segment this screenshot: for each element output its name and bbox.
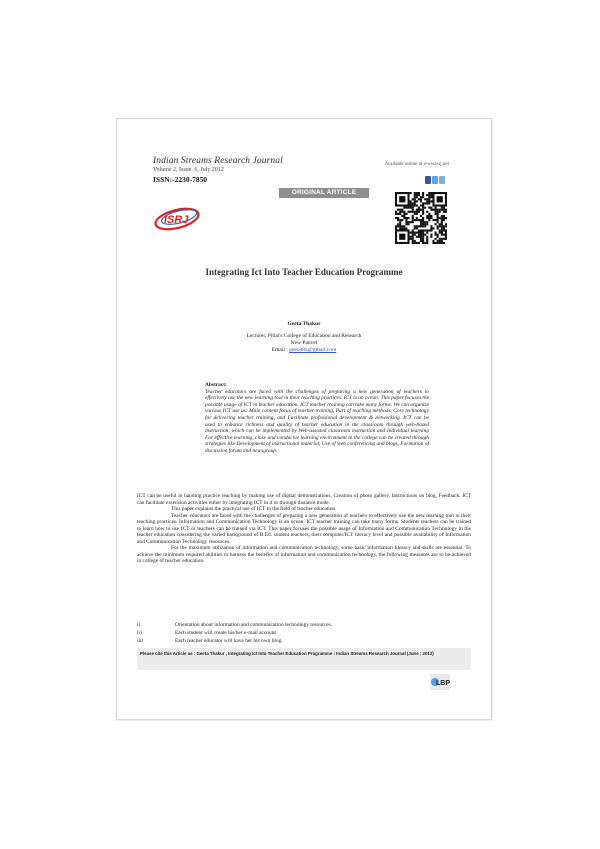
- social-icons: [425, 171, 447, 180]
- body-paragraph: For the maximum utilization of information and communication technology, some basic information literacy and skills are essential. To achieve the minimum required abilities to harness the benefits of information and communication technology, the following measures are to be achieved in college of teacher education.: [137, 545, 471, 564]
- affiliation-line-1: Lecturer, Pillai's College of Education and Research: [246, 333, 362, 339]
- issn: ISSN:-2230-7850: [153, 175, 208, 184]
- journal-logo: [151, 203, 207, 233]
- publisher-badge-text: LBP: [436, 680, 450, 687]
- article-title: Integrating Ict Into Teacher Education Programme: [205, 267, 403, 277]
- citation-box: Please cite this Article as : Geeta Thakur , Integrating Ict Into Teacher Education Programme : Indian Streams Research Journal (June ; 2012): [137, 648, 471, 670]
- abstract-text: Teacher educators are faced with the challenges of preparing a new generation of teachers to effectively use the new learning tool in their teaching practices. ICT is an ocean. This paper focuses the possible usage of ICT in teacher education. ICT teacher training can take many forms. We can organize various ICT use as: Main content focus of teacher training, Part of teaching methods, Core technology for delivering teacher training, and Facilitate professional development & networking. ICT can be used to enhance richness and quality of teacher education in the classroom through web-based instruction, which can be implemented by Web-assisted classroom instruction and Individual learning For effective learning, close and conducive learning environment in the college can be created through strategies like Development of instructional material, Use of web conferencing and blogs, Formation of discussion forum and newsgroup.: [205, 388, 429, 454]
- list-text: Each teacher educator will have her his own blog.: [175, 638, 283, 644]
- abstract: [205, 382, 429, 455]
- list-text: Orientation about information and communication technology resources.: [175, 622, 333, 628]
- measures-list: [137, 621, 437, 645]
- publisher-badge: [429, 672, 451, 692]
- list-text: Each student will create his/her e-mail account.: [175, 630, 278, 636]
- author-affiliation: [117, 333, 491, 354]
- body-paragraph: ICT can be useful in handing practice teaching by making use of digital demonstrations, Creation of photo gallery, Instructions on blog, Feedback. ICT can facilitate extension activities either by integrating ICT in it or through distance mode.: [137, 493, 471, 506]
- email-link[interactable]: geetat84@gmail.com: [289, 347, 337, 353]
- linkedin-icon[interactable]: [439, 176, 445, 184]
- logo-text: ISRJ: [164, 214, 189, 226]
- email-label: Email :: [271, 347, 288, 353]
- affiliation-line-2: New Panvel: [290, 340, 318, 346]
- article-page: [116, 118, 492, 720]
- facebook-icon[interactable]: [425, 176, 431, 184]
- list-number: i): [137, 622, 141, 628]
- body-paragraph: Teacher educators are faced with the challenges of preparing a new generation of teachers to effectively use the new learning tool in their teaching practices. Information and Communication Technology is an ocean. ICT teacher training can take many forms. Students teachers can be trained to learn how to use ICT or teachers can be trained via ICT. This paper focuses the possible usage of Information and Communication Technology in the teacher education considering the varied background of B.Ed. student teachers, their computer/ICT literacy level and possible availability of Information and Communication Technology resources.: [137, 512, 471, 545]
- available-online: Available online at www.isrj.net: [384, 162, 449, 167]
- email-line: [117, 347, 491, 354]
- list-number: ii): [137, 630, 142, 636]
- qr-code: [395, 192, 447, 244]
- abstract-label: Abstract:: [205, 382, 227, 388]
- twitter-icon[interactable]: [432, 176, 438, 184]
- author-name: Geeta Thakur: [287, 321, 321, 327]
- journal-name: Indian Streams Research Journal: [153, 156, 283, 166]
- list-number: iii): [137, 638, 144, 644]
- list-item: [137, 637, 437, 645]
- body-paragraph: This paper explains the practical use of ICT in the field of teacher education.: [171, 506, 337, 512]
- list-item: [137, 621, 437, 629]
- list-item: [137, 629, 437, 637]
- article-body: [137, 493, 471, 565]
- article-type-banner: ORIGINAL ARTICLE: [279, 188, 369, 198]
- volume-issue: Volume 2, Issue. 6, July 2012: [153, 167, 224, 173]
